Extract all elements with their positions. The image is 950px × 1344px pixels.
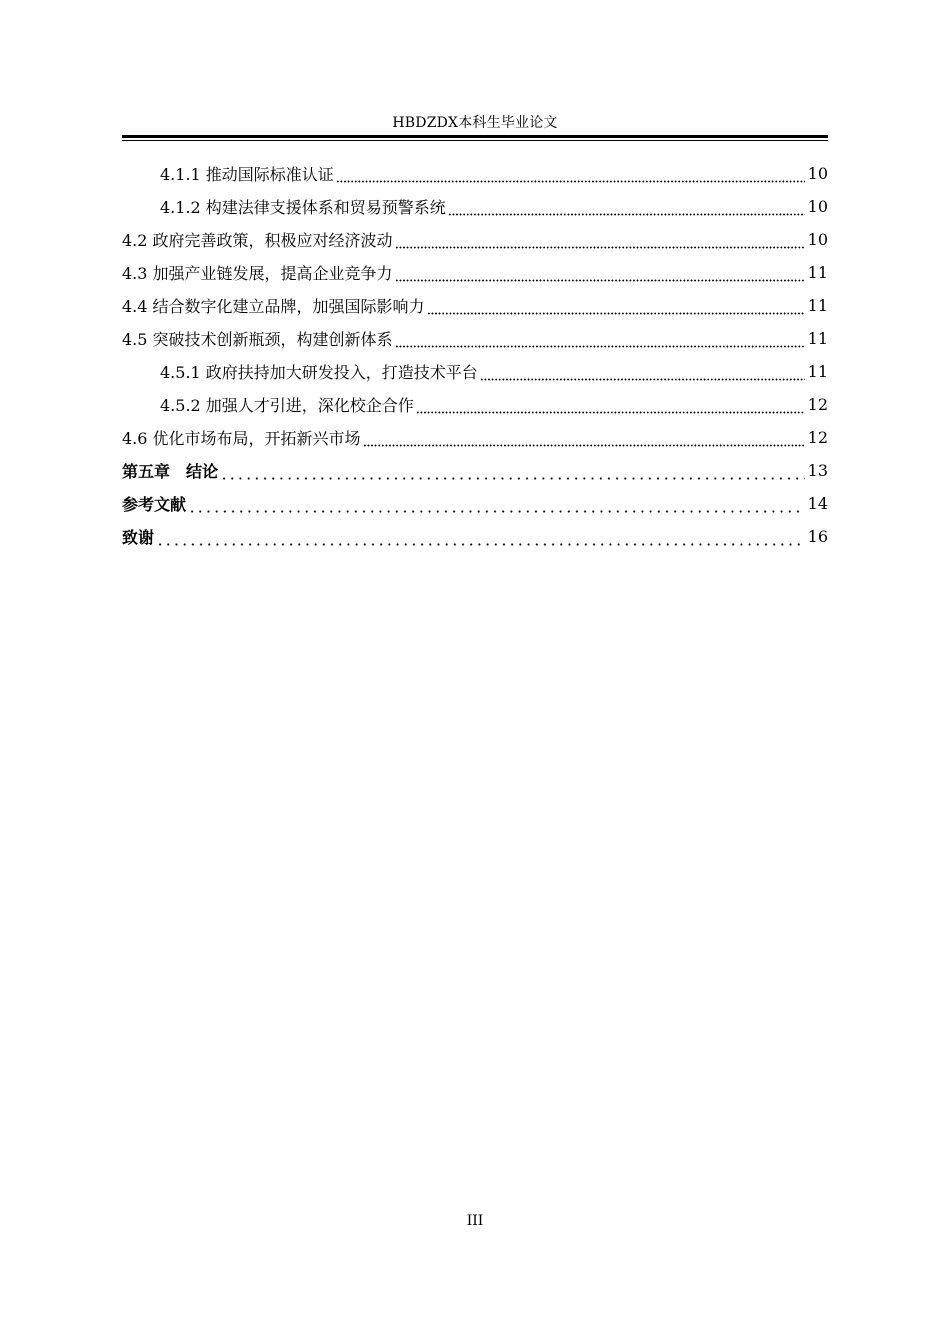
toc-entry-title: 4.2 政府完善政策，积极应对经济波动 — [122, 231, 393, 250]
toc-entry-title: 4.6 优化市场布局，开拓新兴市场 — [122, 429, 361, 448]
toc-entry-page: 16 — [807, 527, 828, 546]
toc-entry-page: 11 — [807, 362, 828, 381]
toc-entry[interactable] — [122, 256, 828, 289]
toc-entry-page: 13 — [807, 461, 828, 480]
toc-dot-leader — [395, 235, 805, 249]
toc-entry-page: 10 — [807, 164, 828, 183]
toc-entry-title: 致谢 — [122, 528, 155, 547]
toc-entry-title: 参考文献 — [122, 495, 187, 514]
toc-entry-title: 4.5 突破技术创新瓶颈，构建创新体系 — [122, 330, 393, 349]
toc-dot-leader — [427, 301, 805, 315]
running-header: HBDZDX本科生毕业论文 — [392, 115, 558, 131]
toc-entry[interactable] — [122, 322, 828, 355]
toc-entry-page: 14 — [807, 494, 828, 513]
toc-dot-leader — [395, 334, 805, 348]
toc-entry-chapter[interactable] — [122, 487, 828, 520]
toc-dot-leader — [395, 268, 805, 282]
toc-entry-page: 11 — [807, 296, 828, 315]
toc-entry-page: 12 — [807, 428, 828, 447]
toc-entry-page: 12 — [807, 395, 828, 414]
header-rule-thick — [122, 135, 828, 138]
toc-entry-chapter[interactable] — [122, 454, 828, 487]
toc-entry-title: 4.1.1 推动国际标准认证 — [160, 165, 334, 184]
toc-dot-leader — [480, 367, 805, 381]
toc-dot-leader — [448, 202, 805, 216]
toc-dot-leader — [363, 433, 805, 447]
toc-dot-leader — [220, 466, 805, 480]
toc-entry[interactable] — [122, 289, 828, 322]
toc-entry[interactable] — [122, 223, 828, 256]
toc-entry[interactable] — [122, 388, 828, 421]
toc-entry-title: 4.3 加强产业链发展，提高企业竞争力 — [122, 264, 393, 283]
toc-entry-chapter[interactable] — [122, 520, 828, 553]
table-of-contents — [122, 157, 828, 553]
toc-entry[interactable] — [122, 421, 828, 454]
toc-entry[interactable] — [122, 190, 828, 223]
toc-entry-title: 第五章 结论 — [122, 462, 219, 481]
toc-entry[interactable] — [122, 355, 828, 388]
toc-entry-page: 10 — [807, 197, 828, 216]
toc-entry-title: 4.5.1 政府扶持加大研发投入，打造技术平台 — [160, 363, 478, 382]
toc-entry-page: 11 — [807, 263, 828, 282]
toc-entry[interactable] — [122, 157, 828, 190]
toc-dot-leader — [156, 532, 805, 546]
toc-dot-leader — [416, 400, 805, 414]
toc-entry-page: 11 — [807, 329, 828, 348]
toc-entry-page: 10 — [807, 230, 828, 249]
toc-dot-leader — [336, 169, 805, 183]
page-number: III — [466, 1213, 484, 1229]
toc-entry-title: 4.5.2 加强人才引进，深化校企合作 — [160, 396, 414, 415]
toc-dot-leader — [188, 499, 805, 513]
toc-entry-title: 4.4 结合数字化建立品牌，加强国际影响力 — [122, 297, 425, 316]
toc-entry-title: 4.1.2 构建法律支援体系和贸易预警系统 — [160, 198, 446, 217]
header-rule-thin — [122, 140, 828, 141]
